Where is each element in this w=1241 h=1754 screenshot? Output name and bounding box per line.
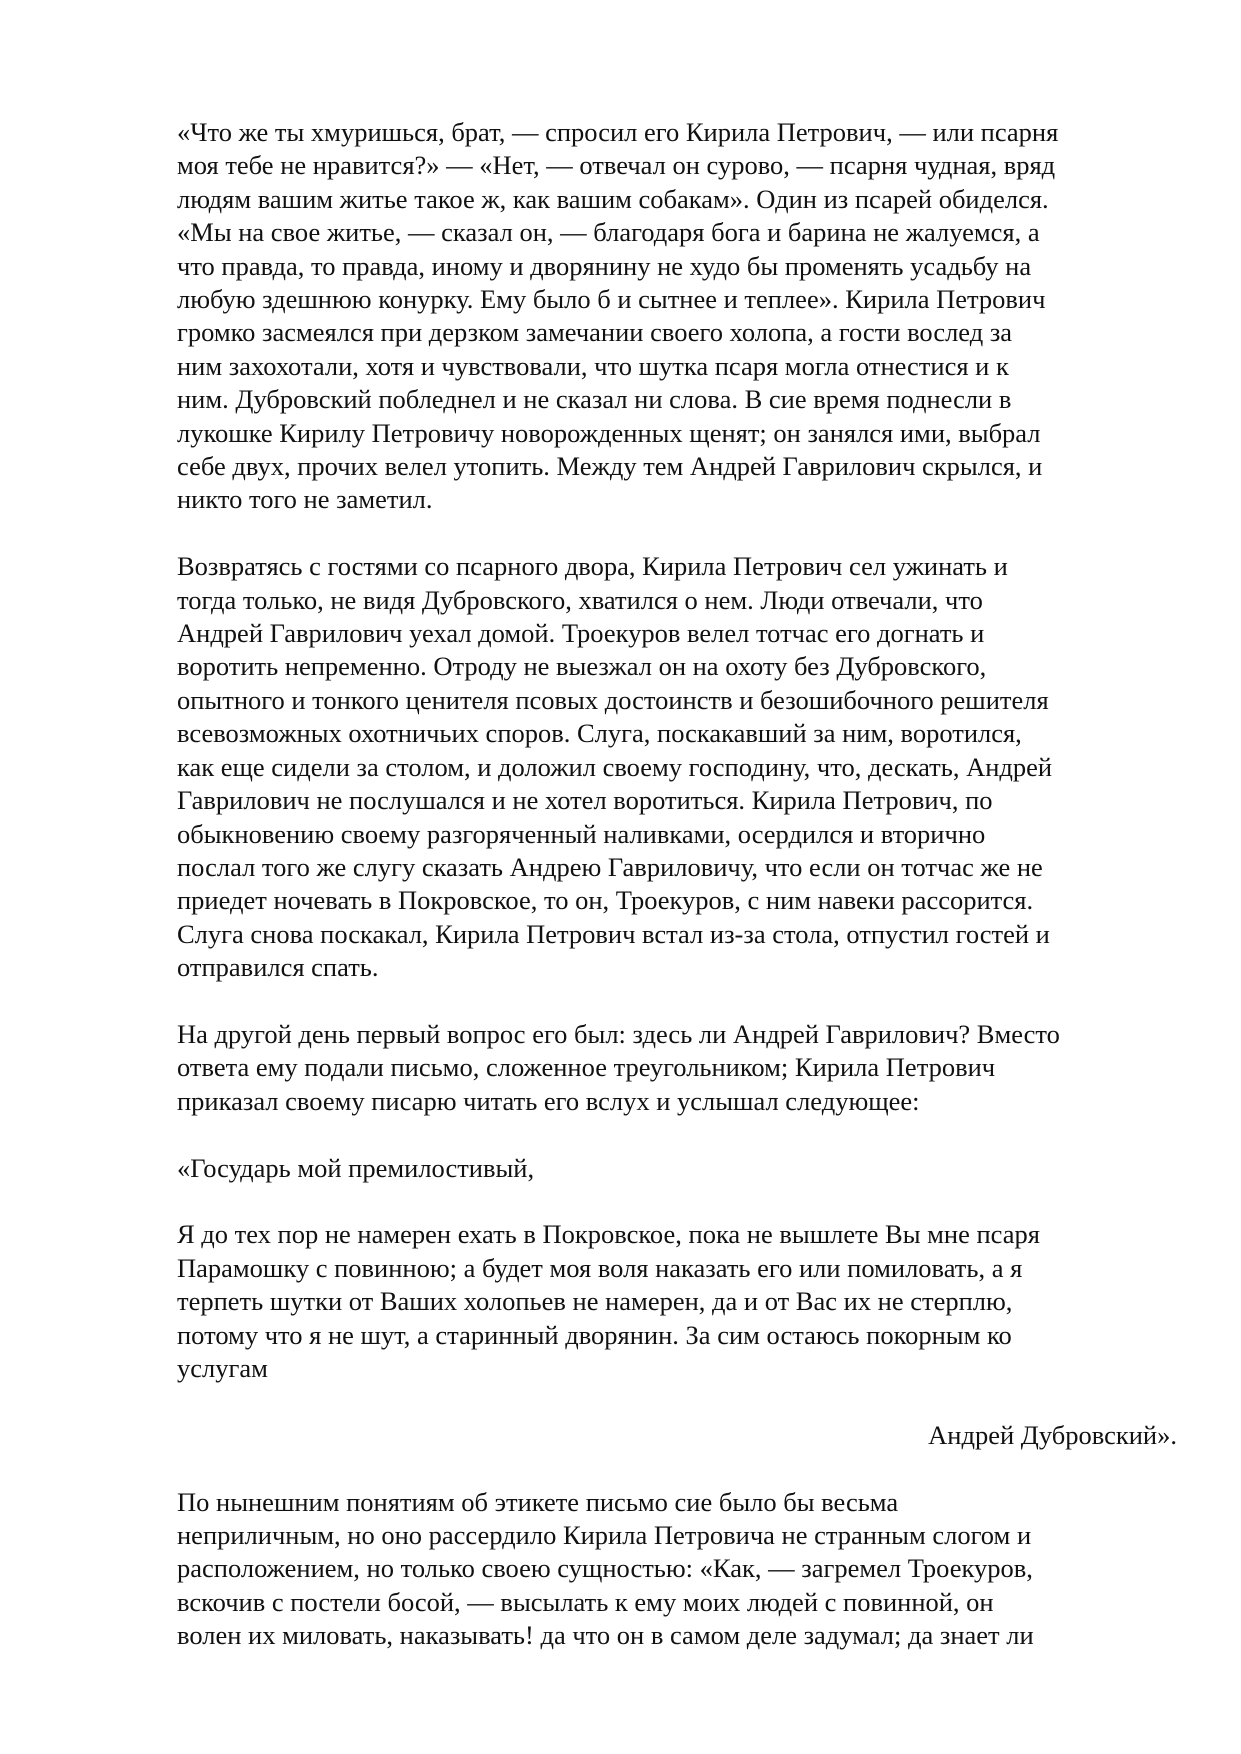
text-line: тогда только, не видя Дубровского, хватился о нем. Люди отвечали, что	[177, 584, 983, 615]
paragraph-6	[177, 1486, 1177, 1653]
letter-body	[177, 1218, 1177, 1385]
text-line: «Что же ты хмуришься, брат, — спросил его Кирила Петрович, — или псарня	[177, 117, 1059, 147]
text-line: Гаврилович не послушался и не хотел воротиться. Кирила Петрович, по	[177, 785, 993, 816]
text-line: «Государь мой премилостивый,	[177, 1152, 535, 1183]
text-line: волен их миловать, наказывать! да что он в самом деле задумал; да знает ли	[177, 1620, 1034, 1651]
text-line: расположением, но только своею сущностью: «Как, — загремел Троекуров,	[177, 1553, 1033, 1584]
text-line: Я до тех пор не намерен ехать в Покровское, пока не вышлете Вы мне псаря	[177, 1219, 1040, 1250]
text-line: приказал своему писарю читать его вслух и услышал следующее:	[177, 1085, 920, 1116]
signature-text: Андрей Дубровский».	[928, 1419, 1177, 1450]
text-line: услугам	[177, 1352, 268, 1383]
text-line: неприличным, но оно рассердило Кирила Петровича не странным слогом и	[177, 1519, 1032, 1550]
text-line: воротить непременно. Отроду не выезжал он на охоту без Дубровского,	[177, 651, 987, 682]
text-line: себе двух, прочих велел утопить. Между тем Андрей Гаврилович скрылся, и	[177, 451, 1043, 482]
text-line: как еще сидели за столом, и доложил своему господину, что, дескать, Андрей	[177, 751, 1053, 782]
text-line: любую здешнюю конурку. Ему было б и сытнее и теплее». Кирила Петрович	[177, 284, 1046, 315]
text-line: вскочив с постели босой, — высылать к ему моих людей с повинной, он	[177, 1586, 994, 1617]
paragraph-2	[177, 550, 1177, 984]
text-line: ним. Дубровский побледнел и не сказал ни слова. В сие время поднесли в	[177, 384, 1012, 415]
text-line: Слуга снова поскакал, Кирила Петрович встал из-за стола, отпустил гостей и	[177, 918, 1050, 949]
text-line: На другой день первый вопрос его был: здесь ли Андрей Гаврилович? Вместо	[177, 1018, 1060, 1049]
text-line: ответа ему подали письмо, сложенное треугольником; Кирила Петрович	[177, 1052, 996, 1083]
text-line: терпеть шутки от Ваших холопьев не намерен, да и от Вас их не стерплю,	[177, 1286, 1013, 1317]
text-line: моя тебе не нравится?» — «Нет, — отвечал он сурово, — псарня чудная, вряд	[177, 150, 1056, 181]
text-line: ним захохотали, хотя и чувствовали, что шутка псаря могла отнестися и к	[177, 350, 1009, 381]
text-line: Андрей Гаврилович уехал домой. Троекуров велел тотчас его догнать и	[177, 618, 985, 649]
letter-signature	[177, 1419, 1177, 1452]
text-line: громко засмеялся при дерзком замечании своего холопа, а гости вослед за	[177, 317, 1013, 348]
text-line: По нынешним понятиям об этикете письмо сие было бы весьма	[177, 1486, 899, 1517]
text-line: лукошке Кирилу Петровичу новорожденных щенят; он занялся ими, выбрал	[177, 417, 1041, 448]
text-line: отправился спать.	[177, 952, 379, 983]
text-line: что правда, то правда, иному и дворянину не худо бы променять усадьбу на	[177, 250, 1032, 281]
text-line: людям вашим житье такое ж, как вашим собакам». Один из псарей обиделся.	[177, 183, 1049, 214]
text-line: приедет ночевать в Покровское, то он, Троекуров, с ним навеки рассорится.	[177, 885, 1034, 916]
paragraph-3	[177, 1018, 1177, 1118]
text-line: Возвратясь с гостями со псарного двора, Кирила Петрович сел ужинать и	[177, 551, 1008, 582]
text-line: всевозможных охотничьих споров. Слуга, поскакавший за ним, воротился,	[177, 718, 1022, 749]
letter-salutation	[177, 1152, 1177, 1185]
text-line: Парамошку с повинною; а будет моя воля наказать его или помиловать, а я	[177, 1252, 1023, 1283]
text-line: послал того же слугу сказать Андрею Гавриловичу, что если он тотчас же не	[177, 851, 1043, 882]
document-body	[177, 116, 1177, 1686]
text-line: потому что я не шут, а старинный дворянин. За сим остаюсь покорным ко	[177, 1319, 1012, 1350]
text-line: «Мы на свое житье, — сказал он, — благодаря бога и барина не жалуемся, а	[177, 217, 1040, 248]
paragraph-1	[177, 116, 1177, 517]
text-line: обыкновению своему разгоряченный наливками, осердился и вторично	[177, 818, 986, 849]
text-line: никто того не заметил.	[177, 484, 433, 515]
text-line: опытного и тонкого ценителя псовых достоинств и безошибочного решителя	[177, 684, 1049, 715]
